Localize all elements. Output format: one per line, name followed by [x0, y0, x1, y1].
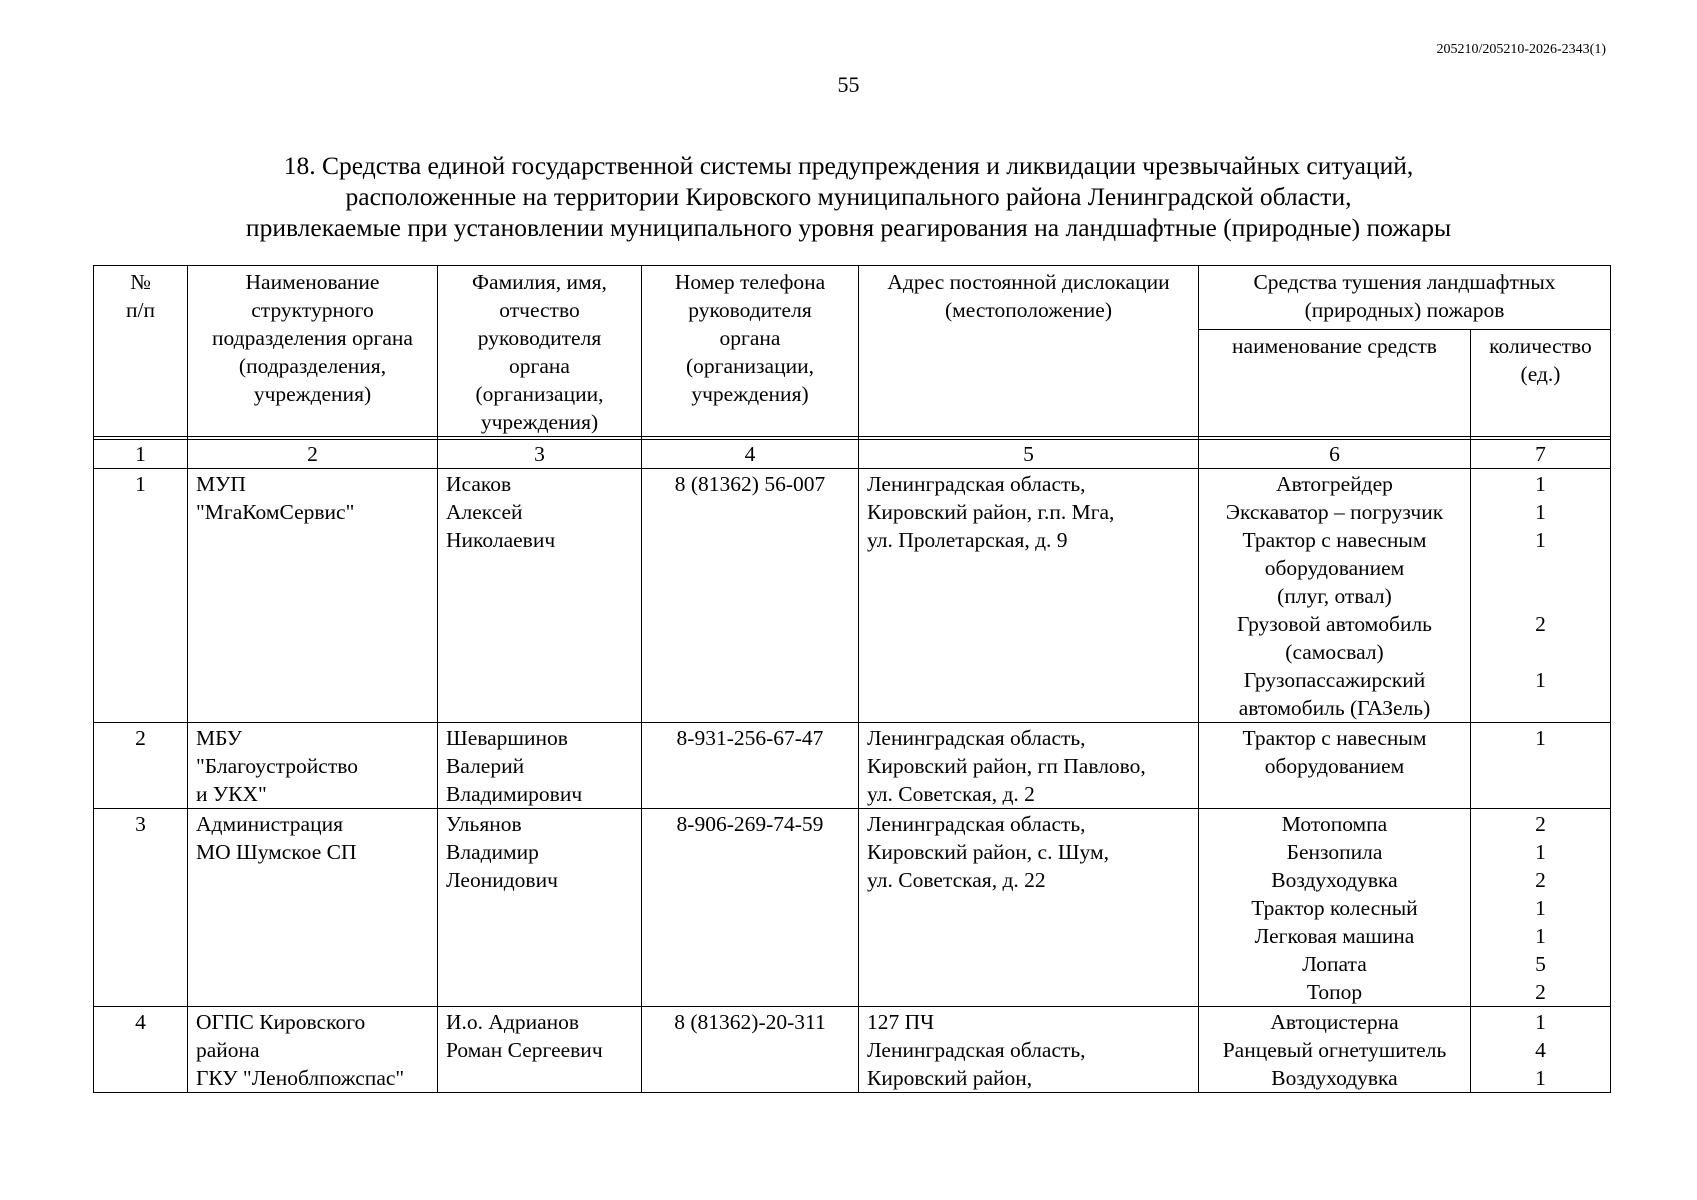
column-number: 6	[1199, 440, 1471, 469]
means-name-line: (плуг, отвал)	[1277, 584, 1392, 608]
header-line: Номер телефона	[674, 270, 826, 294]
address-line: ул. Советская, д. 2	[867, 782, 1035, 806]
header-line: Фамилия, имя,	[472, 270, 607, 294]
means-name-line: Трактор с навесным	[1242, 726, 1427, 750]
quantity-spacer	[1479, 582, 1602, 610]
row-number: 4	[94, 1007, 188, 1093]
header-line: учреждения)	[480, 410, 599, 434]
quantity-value: 2	[1535, 868, 1546, 892]
head-name	[438, 1007, 642, 1093]
address-line: Кировский район, г.п. Мга,	[867, 500, 1115, 524]
column-number: 7	[1471, 440, 1611, 469]
means-name-line: Воздуходувка	[1271, 1066, 1398, 1090]
page-number: 55	[837, 72, 860, 97]
resources-table	[93, 265, 1611, 1093]
address-line: ул. Советская, д. 22	[867, 868, 1046, 892]
organization-name	[188, 469, 438, 723]
phone-number: 8 (81362) 56-007	[642, 469, 859, 723]
header-line: органа	[719, 326, 781, 350]
quantity-value: 1	[1535, 472, 1546, 496]
address-line: 127 ПЧ	[867, 1010, 935, 1034]
means-name-line: Лопата	[1302, 952, 1367, 976]
quantity-value: 2	[1535, 612, 1546, 636]
head-name-line: Владимирович	[446, 782, 583, 806]
quantity-value: 1	[1535, 924, 1546, 948]
means-list	[1199, 809, 1471, 1007]
table-row	[94, 469, 1611, 723]
header-line: органа	[509, 354, 570, 378]
quantity-value: 1	[1535, 1010, 1546, 1034]
quantity-value: 1	[1535, 896, 1546, 920]
header-line: отчество	[499, 298, 580, 322]
organization-name	[188, 1007, 438, 1093]
means-name-line: оборудованием	[1264, 754, 1405, 778]
header-line: руководителя	[477, 326, 602, 350]
address-line: Ленинградская область,	[867, 812, 1086, 836]
header-line: количество	[1489, 334, 1592, 359]
means-name-line: Топор	[1306, 980, 1363, 1004]
head-name-line: Шеваршинов	[446, 726, 568, 750]
quantity-list	[1471, 809, 1611, 1007]
header-line: п/п	[126, 298, 155, 322]
means-name-line: Грузопассажирский	[1243, 668, 1426, 692]
head-name-line: Ульянов	[446, 812, 522, 836]
header-line: (подразделения,	[238, 354, 387, 378]
header-means-qty	[1471, 330, 1611, 437]
quantity-list	[1471, 469, 1611, 723]
header-means-name	[1199, 330, 1471, 437]
table-row	[94, 723, 1611, 809]
table-row	[94, 1007, 1611, 1093]
quantity-value: 1	[1535, 1066, 1546, 1090]
organization-name-line: МБУ	[196, 726, 242, 750]
quantity-value: 4	[1535, 1038, 1546, 1062]
header-line: №	[130, 270, 151, 294]
address-line: Кировский район, с. Шум,	[867, 840, 1109, 864]
quantity-list	[1471, 1007, 1611, 1093]
organization-name-line: "Благоустройство	[196, 754, 358, 778]
header-line: структурного	[251, 298, 374, 322]
address-line: ул. Пролетарская, д. 9	[867, 528, 1068, 552]
head-name-line: Исаков	[446, 472, 512, 496]
header-means-group	[1199, 266, 1611, 330]
header-line: Наименование	[245, 270, 380, 294]
means-name-line: автомобиль (ГАЗель)	[1238, 696, 1431, 720]
head-name-line: Валерий	[446, 754, 525, 778]
address-line: Ленинградская область,	[867, 1038, 1086, 1062]
address-line: Ленинградская область,	[867, 472, 1086, 496]
phone-number: 8-931-256-67-47	[642, 723, 859, 809]
quantity-spacer	[1479, 752, 1602, 780]
head-name-line: Роман Сергеевич	[446, 1038, 603, 1062]
header-phone	[642, 266, 859, 437]
head-name-line: И.о. Адрианов	[446, 1010, 580, 1034]
header-line: учреждения)	[253, 382, 372, 406]
address	[859, 1007, 1199, 1093]
quantity-value: 5	[1535, 952, 1546, 976]
organization-name-line: и УКХ"	[196, 782, 267, 806]
means-list	[1199, 469, 1471, 723]
phone-number: 8-906-269-74-59	[642, 809, 859, 1007]
head-name	[438, 723, 642, 809]
header-line: (организации,	[686, 354, 814, 378]
organization-name-line: ГКУ "Леноблпожспас"	[196, 1066, 405, 1090]
address-line: Кировский район, гп Павлово,	[867, 754, 1146, 778]
quantity-spacer	[1479, 694, 1602, 722]
head-name-line: Владимир	[446, 840, 539, 864]
phone-number: 8 (81362)-20-311	[642, 1007, 859, 1093]
header-line: Средства тушения ландшафтных	[1253, 270, 1556, 294]
means-name-line: Трактор колесный	[1251, 896, 1418, 920]
organization-name	[188, 723, 438, 809]
head-name-line: Николаевич	[446, 528, 556, 552]
header-line: наименование средств	[1232, 334, 1437, 359]
column-number: 3	[438, 440, 642, 469]
header-num	[94, 266, 188, 437]
row-number: 3	[94, 809, 188, 1007]
organization-name-line: ОГПС Кировского	[196, 1010, 366, 1034]
header-line: (местоположение)	[945, 298, 1112, 322]
header-head	[438, 266, 642, 437]
organization-name	[188, 809, 438, 1007]
organization-name-line: МО Шумское СП	[196, 840, 357, 864]
header-line: руководителя	[688, 298, 812, 322]
head-name-line: Алексей	[446, 500, 523, 524]
document-id: 205210/205210-2026-2343(1)	[1436, 42, 1606, 57]
column-number: 1	[94, 440, 188, 469]
quantity-value: 2	[1535, 980, 1546, 1004]
quantity-spacer	[1479, 554, 1602, 582]
address	[859, 723, 1199, 809]
means-name-line: оборудованием	[1264, 556, 1405, 580]
address	[859, 469, 1199, 723]
address-line: Ленинградская область,	[867, 726, 1086, 750]
title-line: расположенные на территории Кировского муниципального района Ленинградской области,	[345, 182, 1352, 211]
row-number: 2	[94, 723, 188, 809]
quantity-spacer	[1479, 638, 1602, 666]
means-name-line: Бензопила	[1286, 840, 1383, 864]
quantity-list	[1471, 723, 1611, 809]
header-line: Адрес постоянной дислокации	[887, 270, 1170, 294]
header-name	[188, 266, 438, 437]
title-line: 18. Средства единой государственной системы предупреждения и ликвидации чрезвычайных ситуаций,	[283, 151, 1414, 180]
means-name-line: (самосвал)	[1285, 640, 1384, 664]
address-line: Кировский район,	[867, 1066, 1033, 1090]
header-line: (организации,	[475, 382, 604, 406]
quantity-value: 2	[1535, 812, 1546, 836]
quantity-value: 1	[1535, 500, 1546, 524]
means-name-line: Экскаватор – погрузчик	[1225, 500, 1444, 524]
column-number: 4	[642, 440, 859, 469]
address	[859, 809, 1199, 1007]
means-name-line: Воздуходувка	[1271, 868, 1398, 892]
organization-name-line: МУП	[196, 472, 246, 496]
means-name-line: Автоцистерна	[1270, 1010, 1399, 1034]
quantity-value: 1	[1535, 840, 1546, 864]
header-row	[94, 266, 1611, 330]
column-number: 5	[859, 440, 1199, 469]
quantity-value: 1	[1535, 668, 1546, 692]
means-name-line: Грузовой автомобиль	[1237, 612, 1432, 636]
header-line: (природных) пожаров	[1304, 298, 1505, 322]
means-name-line: Ранцевый огнетушитель	[1222, 1038, 1447, 1062]
means-name-line: Легковая машина	[1254, 924, 1415, 948]
table-row	[94, 809, 1611, 1007]
organization-name-line: Администрация	[196, 812, 343, 836]
head-name-line: Леонидович	[446, 868, 558, 892]
header-line: (ед.)	[1520, 362, 1561, 387]
head-name	[438, 809, 642, 1007]
head-name	[438, 469, 642, 723]
quantity-value: 1	[1535, 726, 1546, 750]
row-number: 1	[94, 469, 188, 723]
quantity-value: 1	[1535, 528, 1546, 552]
title-line: привлекаемые при установлении муниципального уровня реагирования на ландшафтные (природные) пожары	[245, 213, 1452, 242]
header-line: подразделения органа	[212, 326, 413, 350]
means-name-line: Трактор с навесным	[1242, 528, 1427, 552]
means-name-line: Автогрейдер	[1276, 472, 1393, 496]
means-list	[1199, 723, 1471, 809]
means-name-line: Мотопомпа	[1281, 812, 1388, 836]
column-numbers-row	[94, 440, 1611, 469]
column-number: 2	[188, 440, 438, 469]
means-list	[1199, 1007, 1471, 1093]
header-address	[859, 266, 1199, 437]
organization-name-line: "МгаКомСервис"	[196, 500, 355, 524]
organization-name-line: района	[196, 1038, 260, 1062]
header-line: учреждения)	[691, 382, 809, 406]
document-title	[90, 150, 1607, 243]
